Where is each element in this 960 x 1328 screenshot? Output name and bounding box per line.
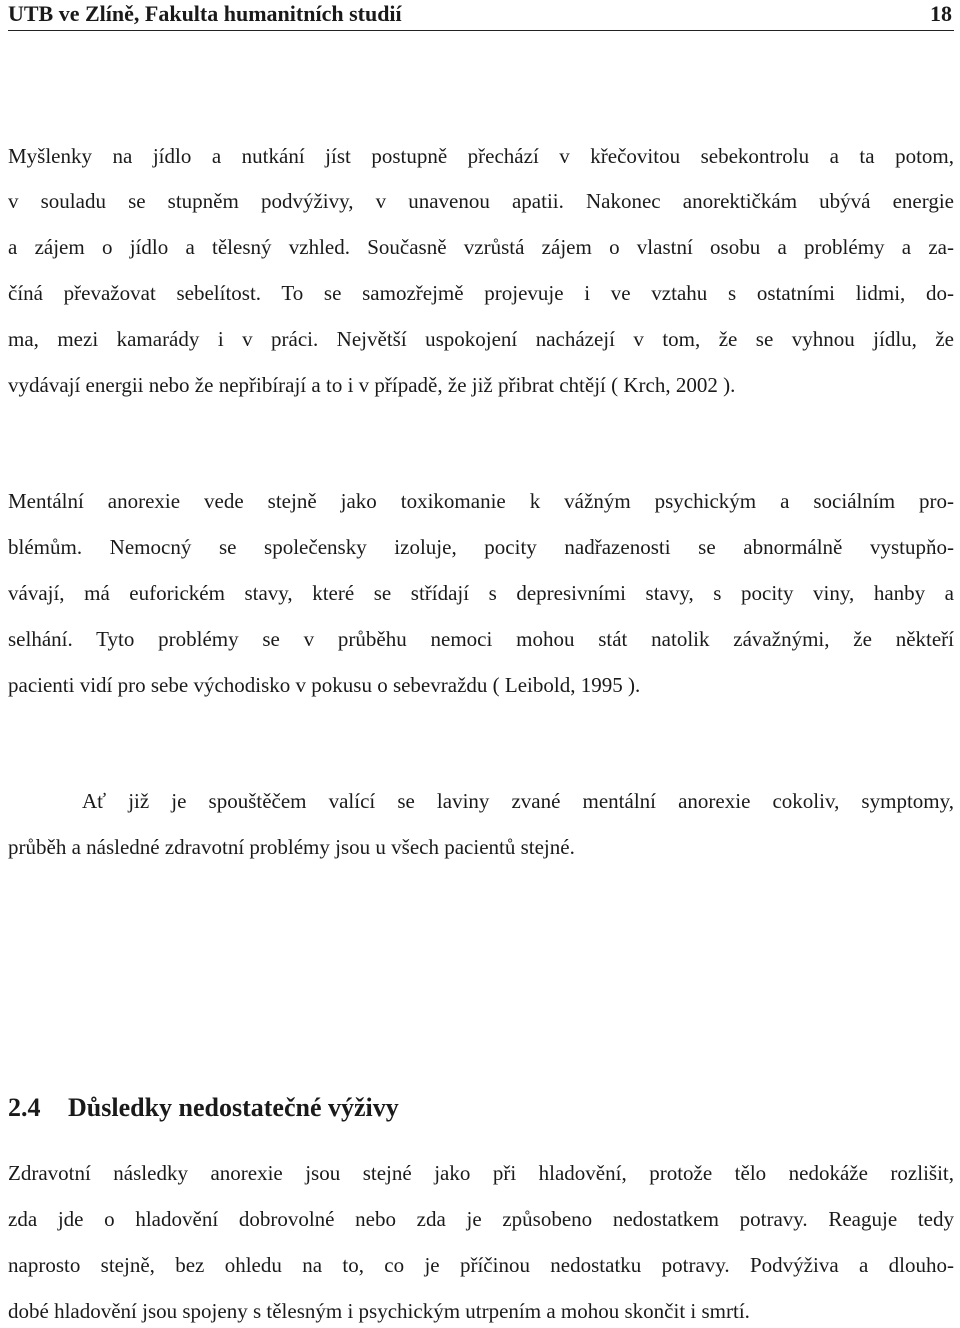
header-title: UTB ve Zlíně, Fakulta humanitních studií [8, 1, 402, 26]
text-line: Ať již je spouštěčem valící se laviny zvané mentální anorexie cokoliv, symptomy, [82, 789, 954, 813]
text-line: pacienti vidí pro sebe východisko v pokusu o sebevraždu ( Leibold, 1995 ). [8, 673, 641, 697]
text-line: číná převažovat sebelítost. To se samozřejmě projevuje i ve vztahu s ostatními lidmi, do- [8, 281, 954, 305]
section-number: 2.4 [8, 1093, 41, 1122]
text-line: zda jde o hladovění dobrovolné nebo zda je způsobeno nedostatkem potravy. Reaguje tedy [8, 1207, 954, 1231]
text-line: Myšlenky na jídlo a nutkání jíst postupně přechází v křečovitou sebekontrolu a ta potom, [8, 144, 954, 168]
text-line: blémům. Nemocný se společensky izoluje, pocity nadřazenosti se abnormálně vystupňo- [8, 535, 954, 559]
text-line: vávají, má euforickém stavy, které se střídají s depresivními stavy, s pocity viny, hanby a [8, 581, 954, 605]
running-header [8, 0, 954, 31]
section-heading [8, 1093, 399, 1123]
text-line: Zdravotní následky anorexie jsou stejné jako při hladovění, protože tělo nedokáže rozlišit, [8, 1161, 954, 1185]
section-title: Důsledky nedostatečné výživy [68, 1093, 399, 1122]
text-line: a zájem o jídlo a tělesný vzhled. Současně vzrůstá zájem o vlastní osobu a problémy a za- [8, 235, 954, 259]
text-line: v souladu se stupněm podvýživy, v unavenou apatii. Nakonec anorektičkám ubývá energie [8, 189, 954, 213]
text-line: selhání. Tyto problémy se v průběhu nemoci mohou stát natolik závažnými, že někteří [8, 627, 954, 651]
text-line: Mentální anorexie vede stejně jako toxikomanie k vážným psychickým a sociálním pro- [8, 489, 954, 513]
text-line: ma, mezi kamarády i v práci. Největší uspokojení nacházejí v tom, že se vyhnou jídlu, že [8, 327, 954, 351]
text-line: vydávají energii nebo že nepřibírají a to i v případě, že již přibrat chtějí ( Krch, 2002 ). [8, 373, 736, 397]
page-number: 18 [930, 1, 952, 26]
text-line: naprosto stejně, bez ohledu na to, co je příčinou nedostatku potravy. Podvýživa a dlouho- [8, 1253, 954, 1277]
text-line: průběh a následné zdravotní problémy jsou u všech pacientů stejné. [8, 835, 575, 859]
text-line: dobé hladovění jsou spojeny s tělesným i psychickým utrpením a mohou skončit i smrtí. [8, 1299, 750, 1323]
